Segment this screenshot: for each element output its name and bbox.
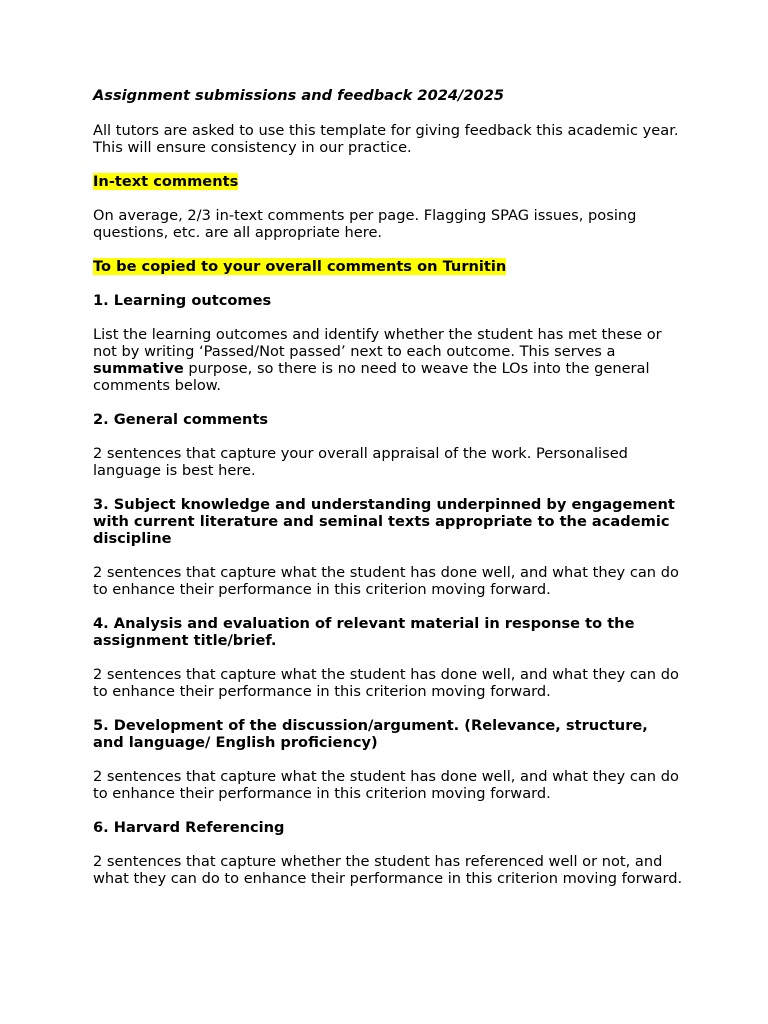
section-heading-analysis: 4. Analysis and evaluation of relevant material in response to the assignment title/brief. — [93, 615, 635, 649]
intro-paragraph: All tutors are asked to use this template for giving feedback this academic year. This will ensure consistency in our practice. — [93, 122, 679, 156]
summative-emphasis: summative — [93, 360, 184, 377]
section-body-development: 2 sentences that capture what the student has done well, and what they can do to enhance their performance in this criterion moving forward. — [93, 768, 679, 802]
section-heading-development: 5. Development of the discussion/argument. (Relevance, structure, and language/ English proficiency) — [93, 717, 648, 751]
section-body-text: List the learning outcomes and identify whether the student has met these or not by writing ‘Passed/Not passed’ next to each outcome. This serves a — [93, 326, 662, 360]
section-heading-referencing: 6. Harvard Referencing — [93, 819, 285, 836]
document-title: Assignment submissions and feedback 2024/2025 — [93, 87, 504, 104]
document-page — [93, 87, 683, 904]
intext-heading-line — [93, 173, 683, 190]
section-body-general-comments: 2 sentences that capture your overall appraisal of the work. Personalised language is best here. — [93, 445, 628, 479]
section-heading-general-comments: 2. General comments — [93, 411, 269, 428]
intext-heading: In-text comments — [93, 173, 239, 190]
section-body-learning-outcomes — [93, 326, 683, 394]
section-body-referencing: 2 sentences that capture whether the student has referenced well or not, and what they can do to enhance their performance in this criterion moving forward. — [93, 853, 683, 887]
section-body-subject-knowledge: 2 sentences that capture what the student has done well, and what they can do to enhance their performance in this criterion moving forward. — [93, 564, 679, 598]
section-heading-learning-outcomes: 1. Learning outcomes — [93, 292, 272, 309]
section-heading-subject-knowledge: 3. Subject knowledge and understanding underpinned by engagement with current literature and seminal texts appropriate to the academic discipline — [93, 496, 675, 547]
turnitin-heading: To be copied to your overall comments on Turnitin — [93, 258, 507, 275]
section-body-text: purpose, so there is no need to weave the LOs into the general comments below. — [93, 360, 650, 394]
intext-paragraph: On average, 2/3 in-text comments per page. Flagging SPAG issues, posing questions, etc. are all appropriate here. — [93, 207, 637, 241]
turnitin-heading-line — [93, 258, 683, 275]
section-body-analysis: 2 sentences that capture what the student has done well, and what they can do to enhance their performance in this criterion moving forward. — [93, 666, 679, 700]
